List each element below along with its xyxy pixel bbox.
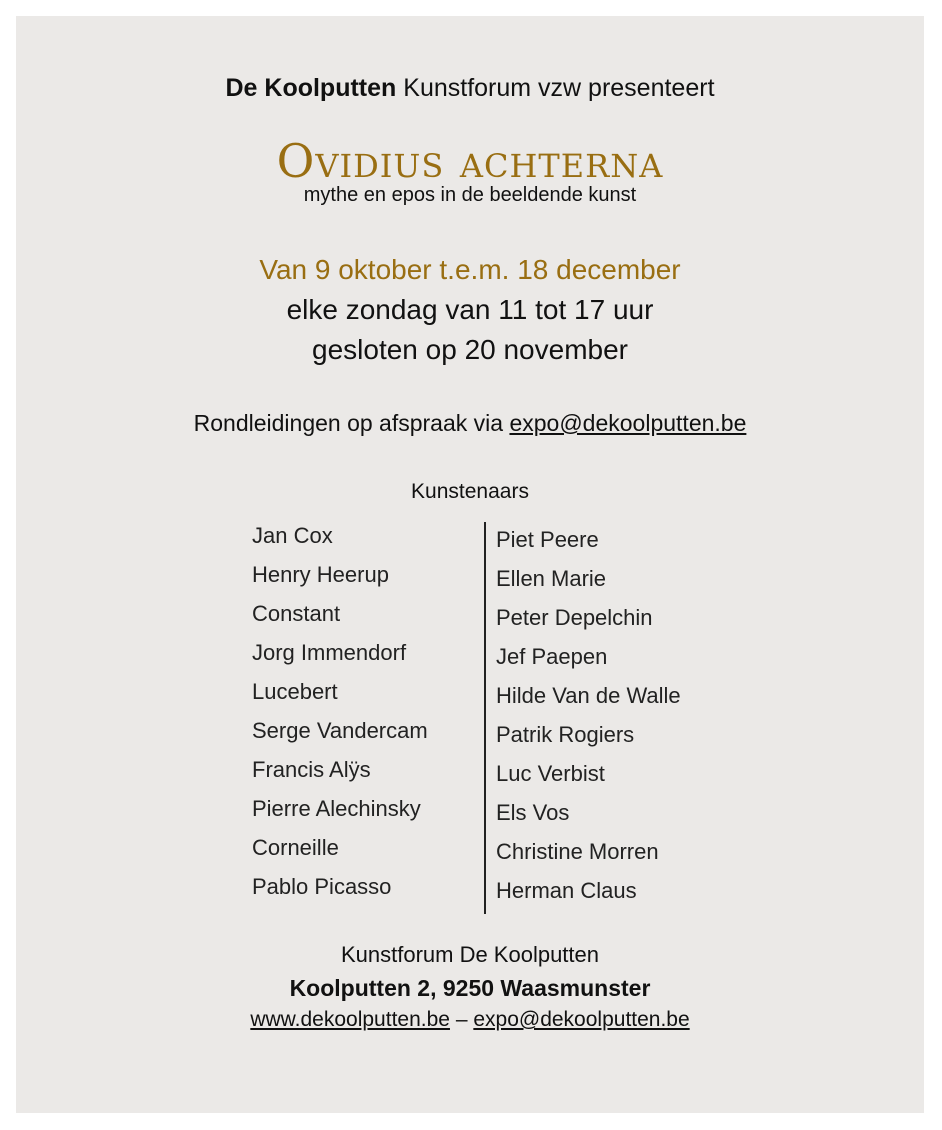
artist-name: Corneille: [252, 835, 339, 860]
closed-date: gesloten op 20 november: [312, 334, 628, 365]
artist-name: Luc Verbist: [496, 761, 605, 786]
artist-name: Jorg Immendorf: [252, 640, 407, 665]
artist-name: Jan Cox: [252, 523, 333, 548]
intro-line: [16, 74, 924, 103]
organizer-rest: Kunstforum vzw presenteert: [403, 74, 715, 102]
contact-links: [16, 1008, 924, 1032]
artist-name: Jef Paepen: [496, 644, 608, 669]
artist-name: Pierre Alechinsky: [252, 796, 421, 821]
artist-name: Herman Claus: [496, 878, 637, 903]
artist-name: Constant: [252, 601, 341, 626]
artist-name: Patrik Rogiers: [496, 722, 635, 747]
artist-name: Peter Depelchin: [496, 605, 653, 630]
artists-right-column: [496, 520, 681, 910]
artist-name: Piet Peere: [496, 527, 599, 552]
exhibition-title: Ovidius achterna: [276, 134, 664, 188]
artist-name: Christine Morren: [496, 839, 659, 864]
artist-name: Pablo Picasso: [252, 874, 392, 899]
artist-name: Hilde Van de Walle: [496, 683, 681, 708]
tours-text: Rondleidingen op afspraak via: [193, 410, 504, 436]
artist-name: Els Vos: [496, 800, 570, 825]
venue-address: Koolputten 2, 9250 Waasmunster: [289, 975, 651, 1001]
venue-name: Kunstforum De Koolputten: [340, 942, 600, 967]
artist-name: Francis Alÿs: [252, 757, 371, 782]
tours-email-link[interactable]: expo@dekoolputten.be: [509, 410, 747, 436]
exhibition-dates: Van 9 oktober t.e.m. 18 december: [259, 254, 681, 285]
exhibition-subtitle: mythe en epos in de beeldende kunst: [303, 184, 637, 206]
footer-email-link[interactable]: expo@dekoolputten.be: [473, 1008, 690, 1031]
column-divider: [484, 522, 486, 914]
flyer-card: [16, 16, 924, 1113]
opening-hours: elke zondag van 11 tot 17 uur: [286, 294, 654, 325]
website-link[interactable]: www.dekoolputten.be: [250, 1008, 450, 1031]
tours-line: [16, 410, 924, 437]
artist-name: Serge Vandercam: [252, 718, 428, 743]
artists-heading: Kunstenaars: [411, 480, 529, 503]
artists-left-column: [252, 516, 428, 906]
organizer-name: De Koolputten: [225, 74, 397, 102]
artist-name: Ellen Marie: [496, 566, 607, 591]
artist-name: Henry Heerup: [252, 562, 389, 587]
link-separator: –: [455, 1008, 468, 1031]
artist-name: Lucebert: [252, 679, 338, 704]
